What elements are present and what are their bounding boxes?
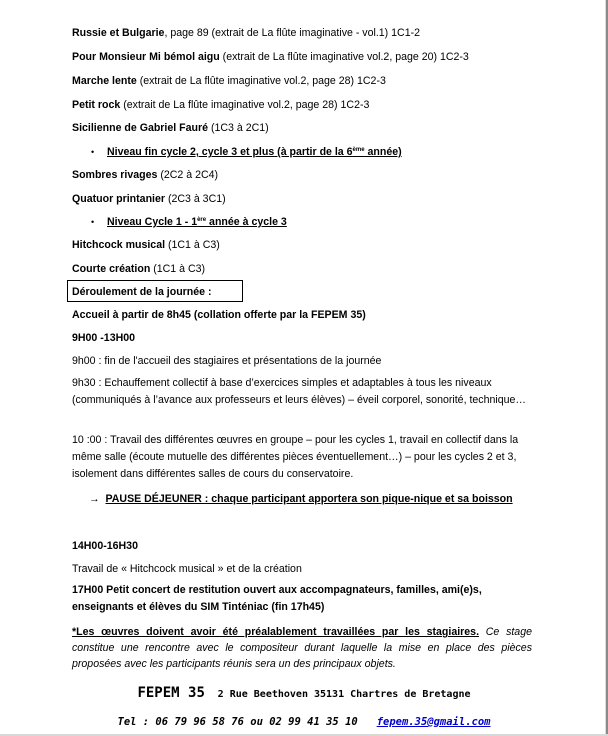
level-heading: Niveau Cycle 1 - 1ère année à cycle 3 [107, 216, 287, 228]
afternoon-work: Travail de « Hitchcock musical » et de la création [72, 563, 302, 575]
morning-heading: 9H00 -13H00 [72, 332, 136, 344]
arrow-right-icon: → [89, 493, 100, 505]
piece-line: Sombres rivages (2C2 à 2C4) [72, 169, 219, 181]
note-paragraph: *Les œuvres doivent avoir été préalablement travaillées par les stagiaires. Ce stage constitue une rencontre avec le compositeur durant laquelle la mise en place des pièces proposées avec les participants réunis sera un des principaux objets. [72, 626, 532, 670]
lunch-line: → PAUSE DÉJEUNER : chaque participant apportera son pique-nique et sa boisson [89, 493, 513, 505]
piece-line: Courte création (1C1 à C3) [72, 263, 206, 275]
email-link[interactable]: fepem.35@gmail.com [376, 716, 491, 728]
piece-line: Pour Monsieur Mi bémol aigu (extrait de La flûte imaginative vol.2, page 20) 1C2-3 [72, 51, 469, 63]
schedule-item: 9h30 : Echauffement collectif à base d’exercices simples et adaptables à tous les niveaux (communiqués à l’avance aux professeurs et leurs élèves) – éveil corporel, sonorité, technique… [72, 377, 526, 406]
footer-contact [0, 716, 608, 728]
afternoon-heading: 14H00-16H30 [72, 540, 138, 552]
piece-line: Quatuor printanier (2C3 à 3C1) [72, 193, 226, 205]
piece-line: Marche lente (extrait de La flûte imaginative vol.2, page 28) 1C2-3 [72, 75, 386, 87]
footer-address [0, 685, 608, 701]
address: 2 Rue Beethoven 35131 Chartres de Bretagne [217, 689, 471, 700]
piece-line: Russie et Bulgarie, page 89 (extrait de La flûte imaginative - vol.1) 1C1-2 [72, 27, 421, 39]
concert-line: 17H00 Petit concert de restitution ouvert aux accompagnateurs, familles, ami(e)s, enseignants et élèves du SIM Tinténiac (fin 17h45) [72, 584, 482, 613]
org-name: FEPEM 35 [137, 685, 205, 701]
piece-line: Hitchcock musical (1C1 à C3) [72, 239, 220, 251]
schedule-item: 9h00 : fin de l'accueil des stagiaires et présentations de la journée [72, 355, 382, 367]
bullet-icon: • [91, 217, 95, 227]
welcome-line: Accueil à partir de 8h45 (collation offerte par la FEPEM 35) [72, 309, 366, 321]
piece-line: Petit rock (extrait de La flûte imaginative vol.2, page 28) 1C2-3 [72, 99, 370, 111]
level-heading: Niveau fin cycle 2, cycle 3 et plus (à partir de la 6ème année) [107, 146, 402, 158]
schedule-title: Déroulement de la journée : [72, 286, 212, 298]
schedule-item: 10 :00 : Travail des différentes œuvres en groupe – pour les cycles 1, travail en collectif dans la même salle (écoute mutuelle des différentes pièces éventuellement…) – pour les cycles 2 et 3, isolement dans différentes salles de cours du conservatoire. [72, 434, 519, 480]
piece-line: Sicilienne de Gabriel Fauré (1C3 à 2C1) [72, 122, 269, 134]
phone: Tel : 06 79 96 58 76 ou 02 99 41 35 10 [117, 716, 358, 728]
bullet-icon: • [91, 147, 95, 157]
